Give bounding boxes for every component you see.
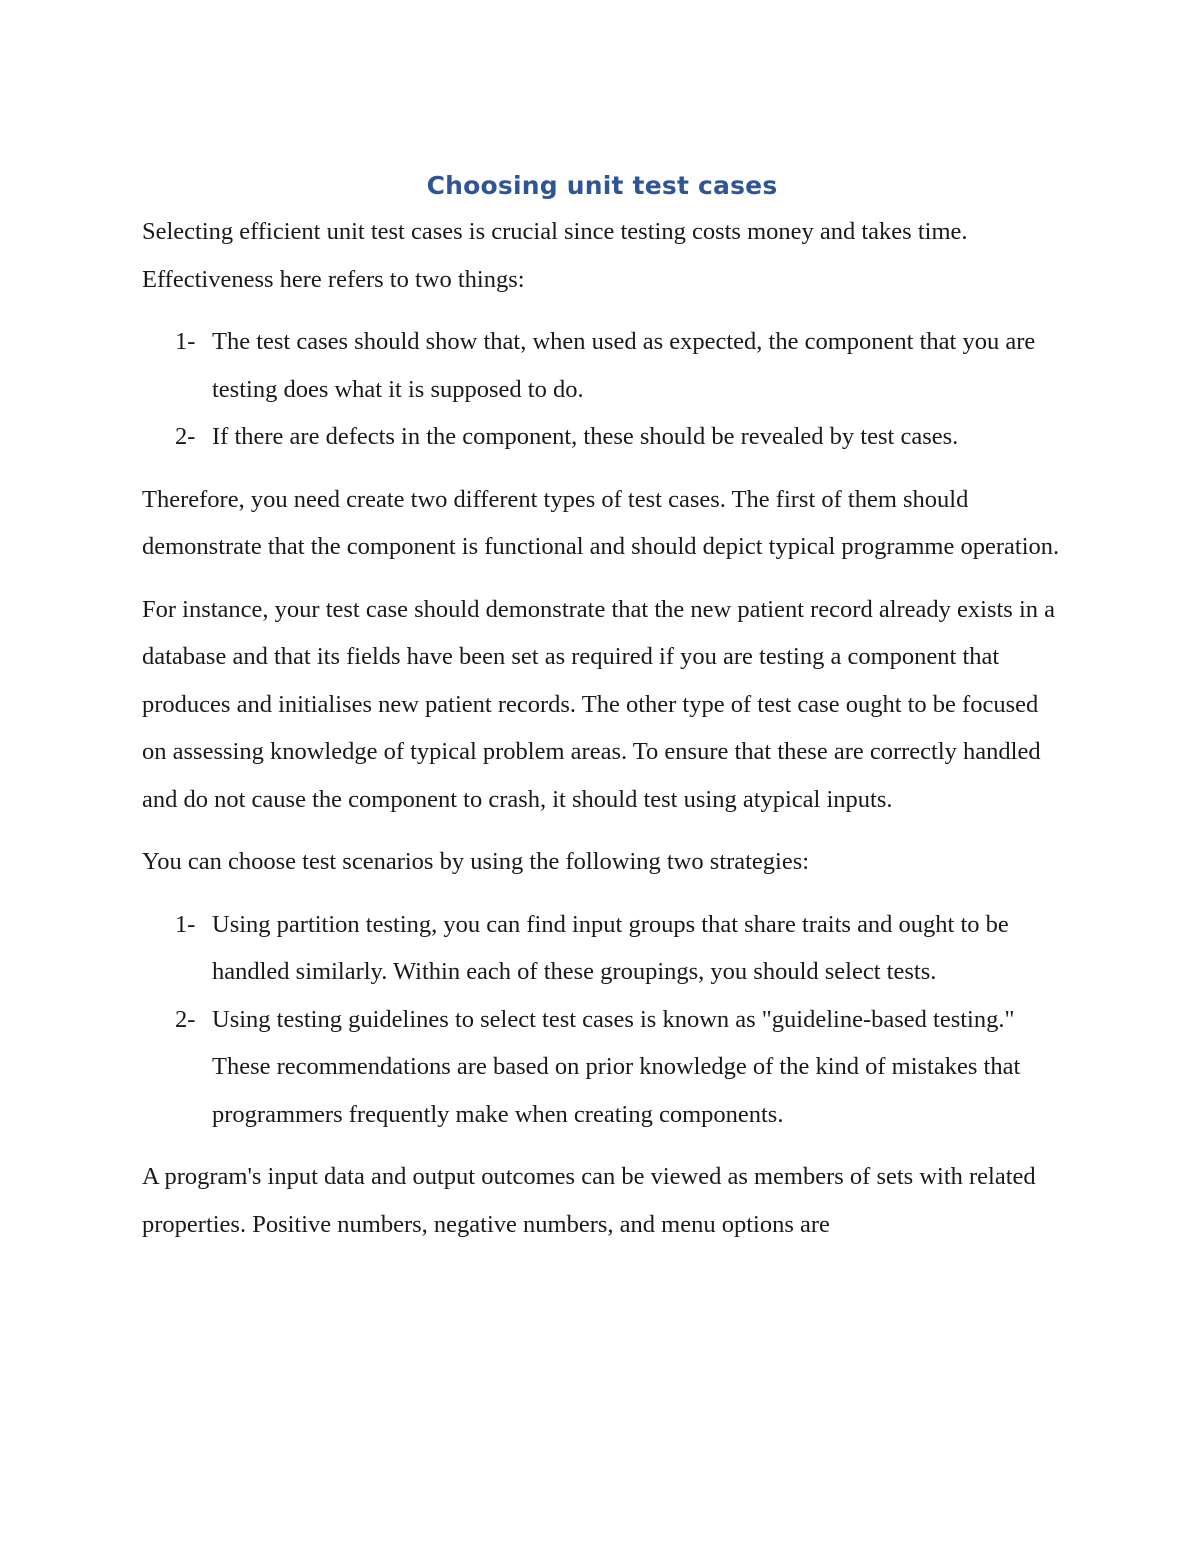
paragraph-test-types: Therefore, you need create two different types of test cases. The first of them should demonstrate that the component is functional and should depict typical programme operation. [142,485,1060,560]
list-marker: 2- [175,1005,196,1033]
paragraph-intro: Selecting efficient unit test cases is crucial since testing costs money and takes time. Effectiveness here refers to two things: [142,218,968,293]
effectiveness-list [142,318,1062,461]
list-item-text: Using partition testing, you can find input groups that share traits and ought to be handled similarly. Within each of these groupings, you should select tests. [212,910,1009,985]
list-item [142,901,1062,996]
list-marker: 1- [175,328,196,355]
paragraph-example: For instance, your test case should demonstrate that the new patient record already exists in a database and that its fields have been set as required if you are testing a component that produces and initialises new patient records. The other type of test case ought to be focused on assessing knowledge of typical problem areas. To ensure that these are correctly handled and do not cause the component to crash, it should test using atypical inputs. [142,595,1056,813]
strategies-list [142,901,1062,1139]
list-marker: 1- [175,910,196,938]
list-item-text: Using testing guidelines to select test cases is known as "guideline-based testing." These recommendations are based on prior knowledge of the kind of mistakes that programmers frequently make when creating components. [212,1005,1021,1128]
paragraph-partition: A program's input data and output outcomes can be viewed as members of sets with related properties. Positive numbers, negative numbers, and menu options are [142,1163,1036,1238]
list-item [142,318,1062,413]
page-title: Choosing unit test cases [426,171,778,200]
list-item-text: The test cases should show that, when used as expected, the component that you are testing does what it is supposed to do. [212,328,1036,403]
list-marker: 2- [175,423,196,450]
list-item [142,996,1062,1139]
paragraph-strategies-intro: You can choose test scenarios by using the following two strategies: [142,848,810,875]
list-item-text: If there are defects in the component, these should be revealed by test cases. [212,423,959,450]
list-item [142,413,1062,461]
document-body [142,164,1062,1263]
